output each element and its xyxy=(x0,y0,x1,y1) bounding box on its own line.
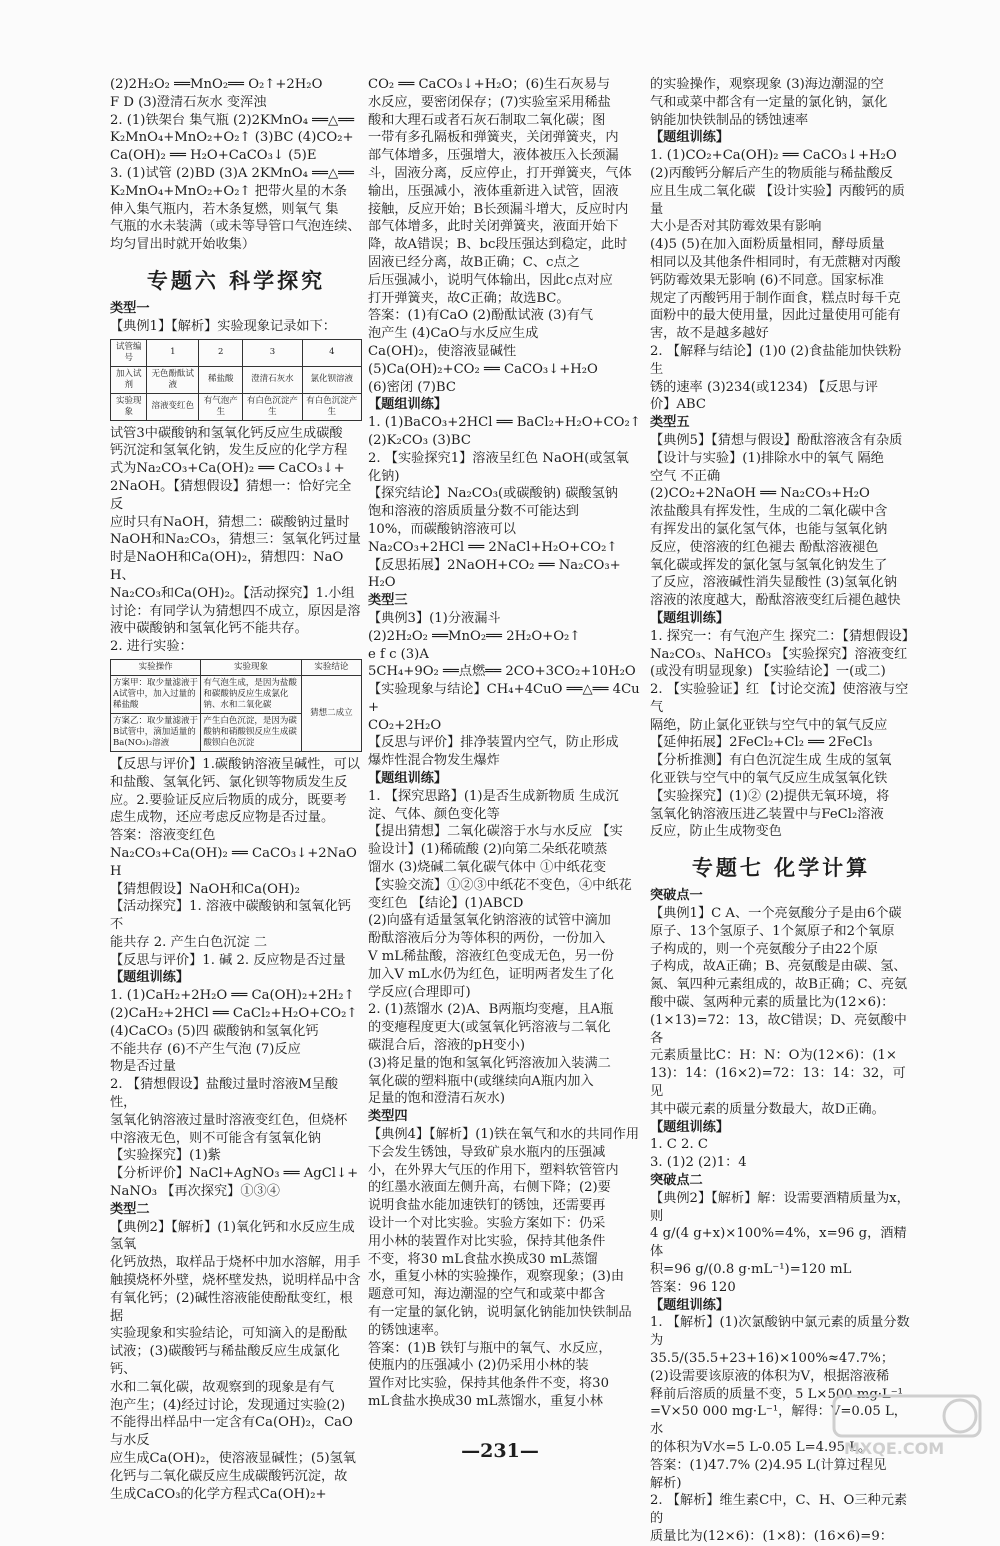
text-line: 1. (1)CO₂+Ca(OH)₂ ══ CaCO₃↓+H₂O xyxy=(650,148,897,164)
text-line: 斗，固液分离，反应停止，打开弹簧夹，气体 xyxy=(368,165,632,181)
text-line: NaOH和Na₂CO₃，猜想三：氢氧化钙过量 xyxy=(110,532,361,548)
text-line: 化钙放热，取样品于烧杯中加水溶解，用手 xyxy=(110,1255,361,1271)
text-line: 钠能加快铁制品的锈蚀速率 xyxy=(650,112,809,128)
table-cell: 方案甲：取少量滤液于A试管中，加入过量的稀盐酸 xyxy=(111,675,201,713)
text-line: 小，在外界大气压的作用下，塑料软管管内 xyxy=(368,1162,619,1178)
text-line: 的红墨水液面左侧升高，右侧下降；(2)要 xyxy=(368,1180,611,1196)
text-line: 害，故不是越多越好 xyxy=(650,326,769,342)
text-line: 式为Na₂CO₃+Ca(OH)₂ ══ CaCO₃↓+ xyxy=(110,461,345,477)
text-line: 子构成，故A正确；B、亮氨酸是由碳、氢、 xyxy=(650,959,907,975)
table-cell: 1 xyxy=(147,339,199,366)
text-line: 输出，压强减小，液体重新进入试管，固液 xyxy=(368,183,619,199)
answer-lines xyxy=(110,76,362,254)
table-cell: 有白色沉淀产生 xyxy=(243,393,302,420)
text-line: 5CH₄+9O₂ ══点燃══ 2CO+3CO₂+10H₂O xyxy=(368,664,636,680)
text-line: Na₂CO₃、NaHCO₃ 【实验探究】溶液变红 xyxy=(650,646,908,662)
text-line: 有一定量的氯化钠，说明氯化钠能加快铁制品 xyxy=(368,1304,632,1320)
text-line: 应时只有NaOH，猜想二：碳酸钠过量时 xyxy=(110,514,350,530)
text-line: V mL稀盐酸，溶液红色变成无色，另一份 xyxy=(368,949,614,965)
text-line: 质量比为(12×6)：(1×8)：(16×6)=9： xyxy=(650,1528,893,1544)
text-line: 氢氧化钠溶液压进乙装置中与FeCl₂溶液 xyxy=(650,806,884,822)
table-cell: 猜想二成立 xyxy=(301,675,361,751)
text-line: 35.5/(35.5+23+16)×100%≈47.7%； xyxy=(650,1350,895,1366)
text-line: 水反应，要密闭保存；(7)实验室采用稀盐 xyxy=(368,94,611,110)
text-line: CO₂ ══ CaCO₃↓+H₂O；(6)生石灰易与 xyxy=(368,77,611,92)
text-line: 【典例2】【解析】解：设需要酒精质量为x，则 xyxy=(650,1190,910,1224)
table-cell: 实验操作 xyxy=(111,659,201,675)
text-line: 2NaOH。【猜想假设】猜想一：恰好完全反 xyxy=(110,478,352,512)
text-line: 的体积为V水=5 L-0.05 L=4.95 L。 xyxy=(650,1439,872,1455)
text-line: 【题组训练】 xyxy=(650,1119,730,1135)
text-line: 化亚铁与空气中的氧气反应生成氢氧化铁 xyxy=(650,771,888,787)
text-line: 和盐酸、氢氧化钙、氯化钡等物质发生反 xyxy=(110,774,348,790)
text-line: 使瓶内的压强减小 (2)仍采用小林的装 xyxy=(368,1358,589,1374)
text-line: 答案：(1)47.7% (2)4.95 L(计算过程见 xyxy=(650,1457,887,1473)
text-line: 【活动探究】1. 溶液中碳酸钠和氢氧化钙不 xyxy=(110,899,351,933)
table-cell: 3 xyxy=(243,339,302,366)
text-line: 面粉中的最大使用量，因此过量使用可能有 xyxy=(650,308,901,324)
text-line: 了反应，溶液碱性消失显酸性 (3)氢氧化钠 xyxy=(650,575,898,591)
text-line: 应。2.要验证反应后物质的成分，既要考 xyxy=(110,792,347,808)
text-line: 【题组训练】 xyxy=(650,610,730,626)
text-line: 实验现象和实验结论，可知滴入的是酚酞 xyxy=(110,1326,348,1342)
text-line: 【实验探究】(1)② (2)提供无氧环境，将 xyxy=(650,788,890,804)
text-line: (4)5 (5)在加入面粉质量相同，酵母质量 xyxy=(650,237,885,253)
text-line: 3. (1)2 (2)1：4 xyxy=(650,1155,747,1171)
text-line: 泡产生；(4)经过讨论，发现通过实验(2) xyxy=(110,1397,346,1413)
experiment-table xyxy=(110,659,362,752)
table-cell: 产生白色沉淀，是因为碳酸钠和硝酸钡反应生成碳酸钡白色沉淀 xyxy=(201,713,301,751)
column-middle xyxy=(368,76,644,1411)
text-line: (6)密闭 (7)BC xyxy=(368,379,456,395)
text-line: 2. 【解析】维生素C中，C、H、O三种元素的 xyxy=(650,1493,908,1527)
table-cell: 氯化钡溶液 xyxy=(302,366,361,393)
text-line: 触摸烧杯外壁，烧杯壁发热，说明样品中含 xyxy=(110,1273,361,1289)
text-line: 淀、气体、颜色变化等 xyxy=(368,806,500,822)
table-cell: 方案乙：取少量滤液于B试管中，滴加适量的Ba(NO₃)₂溶液 xyxy=(111,713,201,751)
text-line: 释前后溶质的质量不变，5 L×500 mg·L⁻¹ xyxy=(650,1386,903,1402)
text-line: 13)：14：(16×2)=72：13：14：32，可见 xyxy=(650,1066,906,1100)
text-line: 钙防霉效果无影响 (6)不同意。国家标准 xyxy=(650,272,884,288)
text-line: 固液已经分离，故B正确；C、c点之 xyxy=(368,254,580,270)
table-header-row xyxy=(111,659,362,675)
text-line: 应生成Ca(OH)₂，使溶液显碱性；(5)氢氧 xyxy=(110,1451,356,1466)
text-line: 反应，防止生成物变色 xyxy=(650,824,782,840)
text-line: 隔绝，防止氯化亚铁与空气中的氧气反应 xyxy=(650,717,888,733)
table-row xyxy=(111,393,362,420)
text-line: K₂MnO₄+MnO₂+O₂↑ 把带火星的木条 xyxy=(110,183,348,199)
text-line: 答案：溶液变红色 xyxy=(110,828,216,844)
text-line: 2. 进行实验： xyxy=(110,639,193,655)
text-line: 【实验现象与结论】CH₄+4CuO ══△══ 4Cu+ xyxy=(368,682,640,715)
text-line: 类型四 xyxy=(368,1109,408,1125)
text-line: 伸入集气瓶内，若木条复燃，则氧气 集 xyxy=(110,201,339,217)
text-line: 子构成的，则一个亮氨酸分子由22个原 xyxy=(650,941,878,957)
text-line: 泡产生 (4)CaO与水反应生成 xyxy=(368,326,539,342)
text-line: 大小是否对其防霉效果有影响 xyxy=(650,219,822,235)
text-line: 相同以及其他条件相同时，有无蔗糖对丙酸 xyxy=(650,254,901,270)
text-line: K₂MnO₄+MnO₂+O₂↑ (3)BC (4)CO₂+ xyxy=(110,130,354,146)
text-line: H₂O xyxy=(368,575,396,591)
text-line: 验设计】(1)稀硫酸 (2)向第二朵纸花喷蒸 xyxy=(368,842,608,858)
text-line: 3. (1)试管 (2)BD (3)A 2KMnO₄ ══△══ xyxy=(110,165,354,181)
text-line: Na₂CO₃+2HCl ══ 2NaCl+H₂O+CO₂↑ xyxy=(368,539,618,555)
text-line: Na₂CO₃和Ca(OH)₂。【活动探究】1.小组 xyxy=(110,585,355,601)
text-line: 答案：(1)B 铁钉与瓶中的氧气、水反应， xyxy=(368,1340,612,1356)
text-line: e f c (3)A xyxy=(368,646,429,662)
text-line: 足量的饱和澄清石灰水) xyxy=(368,1091,506,1107)
text-line: 类型一 xyxy=(110,300,150,316)
text-line: 不能共存 (6)不产生气泡 (7)反应 xyxy=(110,1041,301,1057)
text-line: 水和二氧化碳，故观察到的现象是有气 xyxy=(110,1379,335,1395)
table-cell: 试管编号 xyxy=(111,339,147,366)
answer-lines xyxy=(110,425,362,656)
table-row xyxy=(111,675,362,713)
answer-lines xyxy=(368,76,644,1411)
text-line: 【反思拓展】2NaOH+CO₂ ══ Na₂CO₃+ xyxy=(368,557,621,573)
text-line: (3)将足量的饱和氢氧化钙溶液加入装满二 xyxy=(368,1055,611,1071)
text-line: 生成CaCO₃的化学方程式Ca(OH)₂+ xyxy=(110,1486,327,1502)
observation-table xyxy=(110,339,362,421)
text-line: 【典例5】【猜想与假设】酚酞溶液含有杂质 xyxy=(650,432,903,448)
text-line: 物是否过量 xyxy=(110,1059,176,1075)
text-line: 【反思与评价】排净装置内空气，防止形成 xyxy=(368,735,619,751)
text-line: 一带有多孔隔板和弹簧夹，关闭弹簧夹，内 xyxy=(368,130,619,146)
page-number: —231— xyxy=(461,1440,539,1462)
text-line: 突破点一 xyxy=(650,888,703,904)
text-line: 【实验探究】(1)紫 xyxy=(110,1148,221,1164)
text-line: 能共存 2. 产生白色沉淀 二 xyxy=(110,934,268,950)
table-cell: 实验结论 xyxy=(301,659,361,675)
table-cell: 澄清石灰水 xyxy=(243,366,302,393)
text-line: (2)2H₂O₂ ══MnO₂══ O₂↑+2H₂O xyxy=(110,77,323,92)
text-line: 中溶液无色，则不可能含有氢氧化钠 xyxy=(110,1130,321,1146)
text-line: 【提出猜想】二氧化碳溶于水与水反应 【实 xyxy=(368,824,623,840)
table-cell: 实验现象 xyxy=(201,659,301,675)
text-line: 讨论：有同学认为猜想四不成立，原因是溶 xyxy=(110,603,361,619)
text-line: 置作对比实验，保持其他条件不变，将30 xyxy=(368,1376,609,1392)
text-line: 类型二 xyxy=(110,1201,150,1217)
text-line: 后压强减小，说明气体输出，因此c点对应 xyxy=(368,272,613,288)
text-line: 【题组训练】 xyxy=(368,397,448,413)
section-heading-6: 专题六 科学探究 xyxy=(146,267,326,293)
text-line: 原子、13个氢原子、1个氮原子和2个氧原 xyxy=(650,923,895,939)
table-cell: 加入试剂 xyxy=(111,366,147,393)
text-line: 不变，将30 mL食盐水换成30 mL蒸馏 xyxy=(368,1251,598,1267)
text-line: Na₂CO₃+Ca(OH)₂ ══ CaCO₃↓+2NaOH xyxy=(110,845,357,879)
text-line: 溶液的浓度越大，酚酞溶液变红后褪色越快 xyxy=(650,593,901,609)
text-line: 均匀冒出时就开始收集） xyxy=(110,237,256,253)
text-line: 【猜想假设】NaOH和Ca(OH)₂ xyxy=(110,881,300,897)
text-line: mL食盐水换成30 mL蒸馏水，重复小林 xyxy=(368,1393,603,1409)
text-line: 试管3中碳酸钠和氢氧化钙反应生成碳酸 xyxy=(110,425,343,441)
text-line: 有氧化钙；(2)碱性溶液能使酚酞变红，根据 xyxy=(110,1290,353,1324)
text-line: 【设计与实验】(1)排除水中的氧气 隔绝 xyxy=(650,450,884,466)
table-cell: 实验现象 xyxy=(111,393,147,420)
text-line: 【题组训练】 xyxy=(110,970,190,986)
text-line: 【典例2】【解析】(1)氧化钙和水反应生成氢氧 xyxy=(110,1219,355,1253)
text-line: 2. 【猜想假设】盐酸过量时溶液M呈酸性， xyxy=(110,1077,339,1111)
text-line: 【典例3】(1)分液漏斗 xyxy=(368,610,501,626)
text-line: 1. (1)BaCO₃+2HCl ══ BaCl₂+H₂O+CO₂↑ xyxy=(368,415,641,431)
text-line: 【实验交流】①②③中纸花不变色，④中纸花 xyxy=(368,877,632,893)
text-line: 部气体增多，压强增大，液体被压入长颈漏 xyxy=(368,148,619,164)
text-line: 虑生成物，还应考虑反应物是否过量。 xyxy=(110,810,335,826)
text-line: (5)Ca(OH)₂+CO₂ ══ CaCO₃↓+H₂O xyxy=(368,361,598,377)
text-line: 浓盐酸具有挥发性，生成的二氧化碳中含 xyxy=(650,504,888,520)
text-line: 【延伸拓展】2FeCl₂+Cl₂ ══ 2FeCl₃ xyxy=(650,735,873,751)
text-line: 【典例4】【解析】(1)铁在氧气和水的共同作用 xyxy=(368,1127,640,1143)
text-line: 时是NaOH和Ca(OH)₂，猜想四：NaOH、 xyxy=(110,550,344,583)
text-line: 【题组训练】 xyxy=(650,1297,730,1313)
text-line: 碳混合后，溶液的pH变小) xyxy=(368,1038,525,1054)
text-line: 其中碳元素的质量分数最大，故D正确。 xyxy=(650,1101,885,1117)
text-line: F D (3)澄清石灰水 变浑浊 xyxy=(110,94,267,110)
text-line: 【典例1】【解析】实验现象记录如下： xyxy=(110,318,336,334)
text-line: (2)2H₂O₂ ══MnO₂══ 2H₂O+O₂↑ xyxy=(368,628,581,644)
text-line: 用小林的装置作对比实验，保持其他条件 xyxy=(368,1233,606,1249)
text-line: (2)CaH₂+2HCl ══ CaCl₂+H₂O+CO₂↑ xyxy=(110,1006,358,1022)
text-line: 氧化碳的塑料瓶中(或继续向A瓶内加入 xyxy=(368,1073,594,1089)
text-line: 1. 【探究思路】(1)是否生成新物质 生成沉 xyxy=(368,788,619,804)
text-line: 钙沉淀和氢氧化钠，发生反应的化学方程 xyxy=(110,443,348,459)
text-line: NaNO₃ 【再次探究】①③④ xyxy=(110,1184,280,1200)
table-cell: 有白色沉淀产生 xyxy=(302,393,361,420)
text-line: 部气体增多，此时关闭弹簧夹，液面开始下 xyxy=(368,219,619,235)
table-cell: 溶液变红色 xyxy=(147,393,199,420)
text-line: 的变瘪程度更大(或氢氧化钙溶液与二氧化 xyxy=(368,1020,611,1036)
text-line: (或没有明显现象) 【实验结论】一(或二) xyxy=(650,664,886,680)
text-line: 突破点二 xyxy=(650,1173,703,1189)
text-line: 【分析推测】有白色沉淀生成 生成的氢氧 xyxy=(650,753,892,769)
text-line: 饱和溶液的溶质质量分数不可能达到 xyxy=(368,504,579,520)
text-line: 1. 探究一：有气泡产生 探究二：【猜想假设】 xyxy=(650,628,915,644)
answer-lines xyxy=(110,300,362,336)
text-line: 价】ABC xyxy=(650,397,706,413)
text-line: 变红色 【结论】(1)ABCD xyxy=(368,895,524,911)
text-line: (2)设需要该原液的体积为V，根据溶液稀 xyxy=(650,1368,890,1384)
text-line: 1. 【解析】(1)次氯酸钠中氯元素的质量分数为 xyxy=(650,1315,910,1349)
text-line: (2)丙酸钙分解后产生的物质能与稀盐酸反 xyxy=(650,165,893,181)
text-line: 水，重复小林的实验操作，观察现象；(3)由 xyxy=(368,1269,625,1285)
svg-text:MXQE.COM: MXQE.COM xyxy=(844,1439,945,1458)
text-line: (4)CaCO₃ (5)四 碳酸钠和氢氧化钙 xyxy=(110,1023,319,1039)
text-line: 元素质量比C：H：N：O为(12×6)：(1× xyxy=(650,1048,897,1064)
text-line: 【题组训练】 xyxy=(368,771,448,787)
text-line: 接触，反应开始；B长颈漏斗增大，反应时内 xyxy=(368,201,629,217)
text-line: 下会发生锈蚀，导致矿泉水瓶内的压强减 xyxy=(368,1144,606,1160)
text-line: 学反应(合理即可) xyxy=(368,984,471,1000)
text-line: 试液；(3)碳酸钙与稀盐酸反应生成氯化钙、 xyxy=(110,1344,340,1378)
text-line: 的实验操作，观察现象 (3)海边潮湿的空 xyxy=(650,77,884,92)
table-cell: 4 xyxy=(302,339,361,366)
text-line: 的锈蚀速率。 xyxy=(368,1322,448,1338)
text-line: 氧化碳或挥发的氯化氢与氢氧化钠发生了 xyxy=(650,557,888,573)
text-line: 馏水 (3)烧碱二氧化碳气体中 ①中纸花变 xyxy=(368,860,607,876)
text-line: 【反思与评价】1.碳酸钠溶液呈碱性，可以 xyxy=(110,756,360,772)
text-line: 酸中碳、氢两种元素的质量比为(12×6)： xyxy=(650,995,895,1011)
text-line: 10%，而碳酸钠溶液可以 xyxy=(368,521,516,537)
text-line: 酸和大理石或者石灰石制取二氧化碳；图 xyxy=(368,112,606,128)
watermark-logo-icon xyxy=(832,1390,982,1460)
text-line: 空气 不正确 xyxy=(650,468,721,484)
answer-lines xyxy=(650,76,915,841)
text-line: Ca(OH)₂，使溶液显碱性 xyxy=(368,343,517,359)
table-cell: 有气泡生成，是因为盐酸和碳酸钠反应生成氯化钠、水和二氧化碳 xyxy=(201,675,301,713)
text-line: 【分析评价】NaCl+AgNO₃ ══ AgCl↓+ xyxy=(110,1166,359,1182)
text-line: 题意可知，海边潮湿的空气和或菜中都含 xyxy=(368,1287,606,1303)
text-line: 1. C 2. C xyxy=(650,1137,708,1153)
text-line: 2. 【解释与结论】(1)0 (2)食盐能加快铁粉生 xyxy=(650,343,902,377)
text-line: 答案：(1)有CaO (2)酚酞试液 (3)有气 xyxy=(368,308,594,324)
text-line: 气和或菜中都含有一定量的氯化钠，氯化 xyxy=(650,94,888,110)
text-line: 爆炸性混合物发生爆炸 xyxy=(368,753,500,769)
text-line: 1. (1)CaH₂+2H₂O ══ Ca(OH)₂+2H₂↑ xyxy=(110,988,355,1004)
text-line: 氢氧化钠溶液过量时溶液变红色，但烧杯 xyxy=(110,1112,348,1128)
table-cell: 有气泡产生 xyxy=(199,393,243,420)
column-right xyxy=(650,76,915,1546)
text-line: 应且生成二氧化碳 【设计实验】丙酸钙的质量 xyxy=(650,183,905,217)
text-line: 4 g/(4 g+x)×100%=4%，x=96 g，酒精体 xyxy=(650,1226,907,1260)
section-heading-7: 专题七 化学计算 xyxy=(691,855,871,881)
text-line: 液中碳酸钠和氢氧化钙不能共存。 xyxy=(110,621,308,637)
text-line: 反应，使溶液的红色褪去 酚酞溶液褪色 xyxy=(650,539,879,555)
table-cell: 2 xyxy=(199,339,243,366)
text-line: 氮、氧四种元素组成的，故B正确；C、亮氨 xyxy=(650,977,908,993)
text-line: 设计一个对比实验。实验方案如下：仍采 xyxy=(368,1216,606,1231)
text-line: 打开弹簧夹，故C正确；故选BC。 xyxy=(368,290,570,306)
text-line: 2. (1)铁架台 集气瓶 (2)2KMnO₄ ══△══ xyxy=(110,112,355,128)
text-line: 2. 【实验验证】红 【讨论交流】使溶液与空气 xyxy=(650,682,909,715)
text-line: 锈的速率 (3)234(或1234) 【反思与评 xyxy=(650,379,878,395)
text-line: 说明食盐水能加速铁钉的锈蚀，还需要再 xyxy=(368,1198,606,1214)
text-line: =V×50 000 mg·L⁻¹，解得：V=0.05 L，水 xyxy=(650,1404,907,1438)
text-line: 加入V mL水仍为红色，证明两者发生了化 xyxy=(368,966,614,982)
text-line: (2)向盛有适量氢氧化钠溶液的试管中滴加 xyxy=(368,913,611,929)
text-line: CO₂+2H₂O xyxy=(368,717,442,733)
text-line: 2. 【实验探究1】溶液呈红色 NaOH(或氢氧 xyxy=(368,450,629,466)
text-line: 规定了丙酸钙用于制作面食，糕点时每千克 xyxy=(650,290,901,306)
text-line: 类型三 xyxy=(368,593,408,609)
text-line: 不能得出样品中一定含有Ca(OH)₂，CaO与水反 xyxy=(110,1415,353,1449)
text-line: 【题组训练】 xyxy=(650,130,730,146)
text-line: 【典例1】C A、一个亮氨酸分子是由6个碳 xyxy=(650,906,902,922)
text-line: (1×13)=72：13，故C错误；D、亮氨酸中各 xyxy=(650,1012,907,1046)
text-line: 类型五 xyxy=(650,415,690,431)
table-row xyxy=(111,366,362,393)
text-line: 【探究结论】Na₂CO₃(或碳酸钠) 碳酸氢钠 xyxy=(368,486,618,502)
text-line: 酚酞溶液后分为等体积的两份，一份加入 xyxy=(368,931,606,947)
table-header-row xyxy=(111,339,362,366)
text-line: (2)K₂CO₃ (3)BC xyxy=(368,432,471,448)
text-line: 【反思与评价】1. 碱 2. 反应物是否过量 xyxy=(110,952,346,968)
text-line: 有挥发出的氯化氢气体，也能与氢氧化钠 xyxy=(650,521,888,537)
text-line: 化钙与二氧化碳反应生成碳酸钙沉淀，故 xyxy=(110,1468,348,1484)
text-line: 答案：96 120 xyxy=(650,1279,736,1295)
table-cell: 无色酚酞试液 xyxy=(147,366,199,393)
table-cell: 稀盐酸 xyxy=(199,366,243,393)
text-line: Ca(OH)₂ ══ H₂O+CaCO₃↓ (5)E xyxy=(110,148,317,164)
column-left xyxy=(110,76,362,1503)
text-line: 解析) xyxy=(650,1475,682,1491)
text-line: 2. (1)蒸馏水 (2)A、B两瓶均变瘪，且A瓶 xyxy=(368,1002,614,1018)
text-line: 气瓶的水未装满（或未等导管口气泡连续、 xyxy=(110,219,361,235)
answer-lines xyxy=(110,756,362,1503)
text-line: 降，故A错误；B、bc段压强达到稳定，此时 xyxy=(368,237,628,253)
text-line: 化钠) xyxy=(368,468,400,484)
text-line: 积=96 g/(0.8 g·mL⁻¹)=120 mL xyxy=(650,1262,852,1277)
text-line: (2)CO₂+2NaOH ══ Na₂CO₃+H₂O xyxy=(650,486,870,502)
